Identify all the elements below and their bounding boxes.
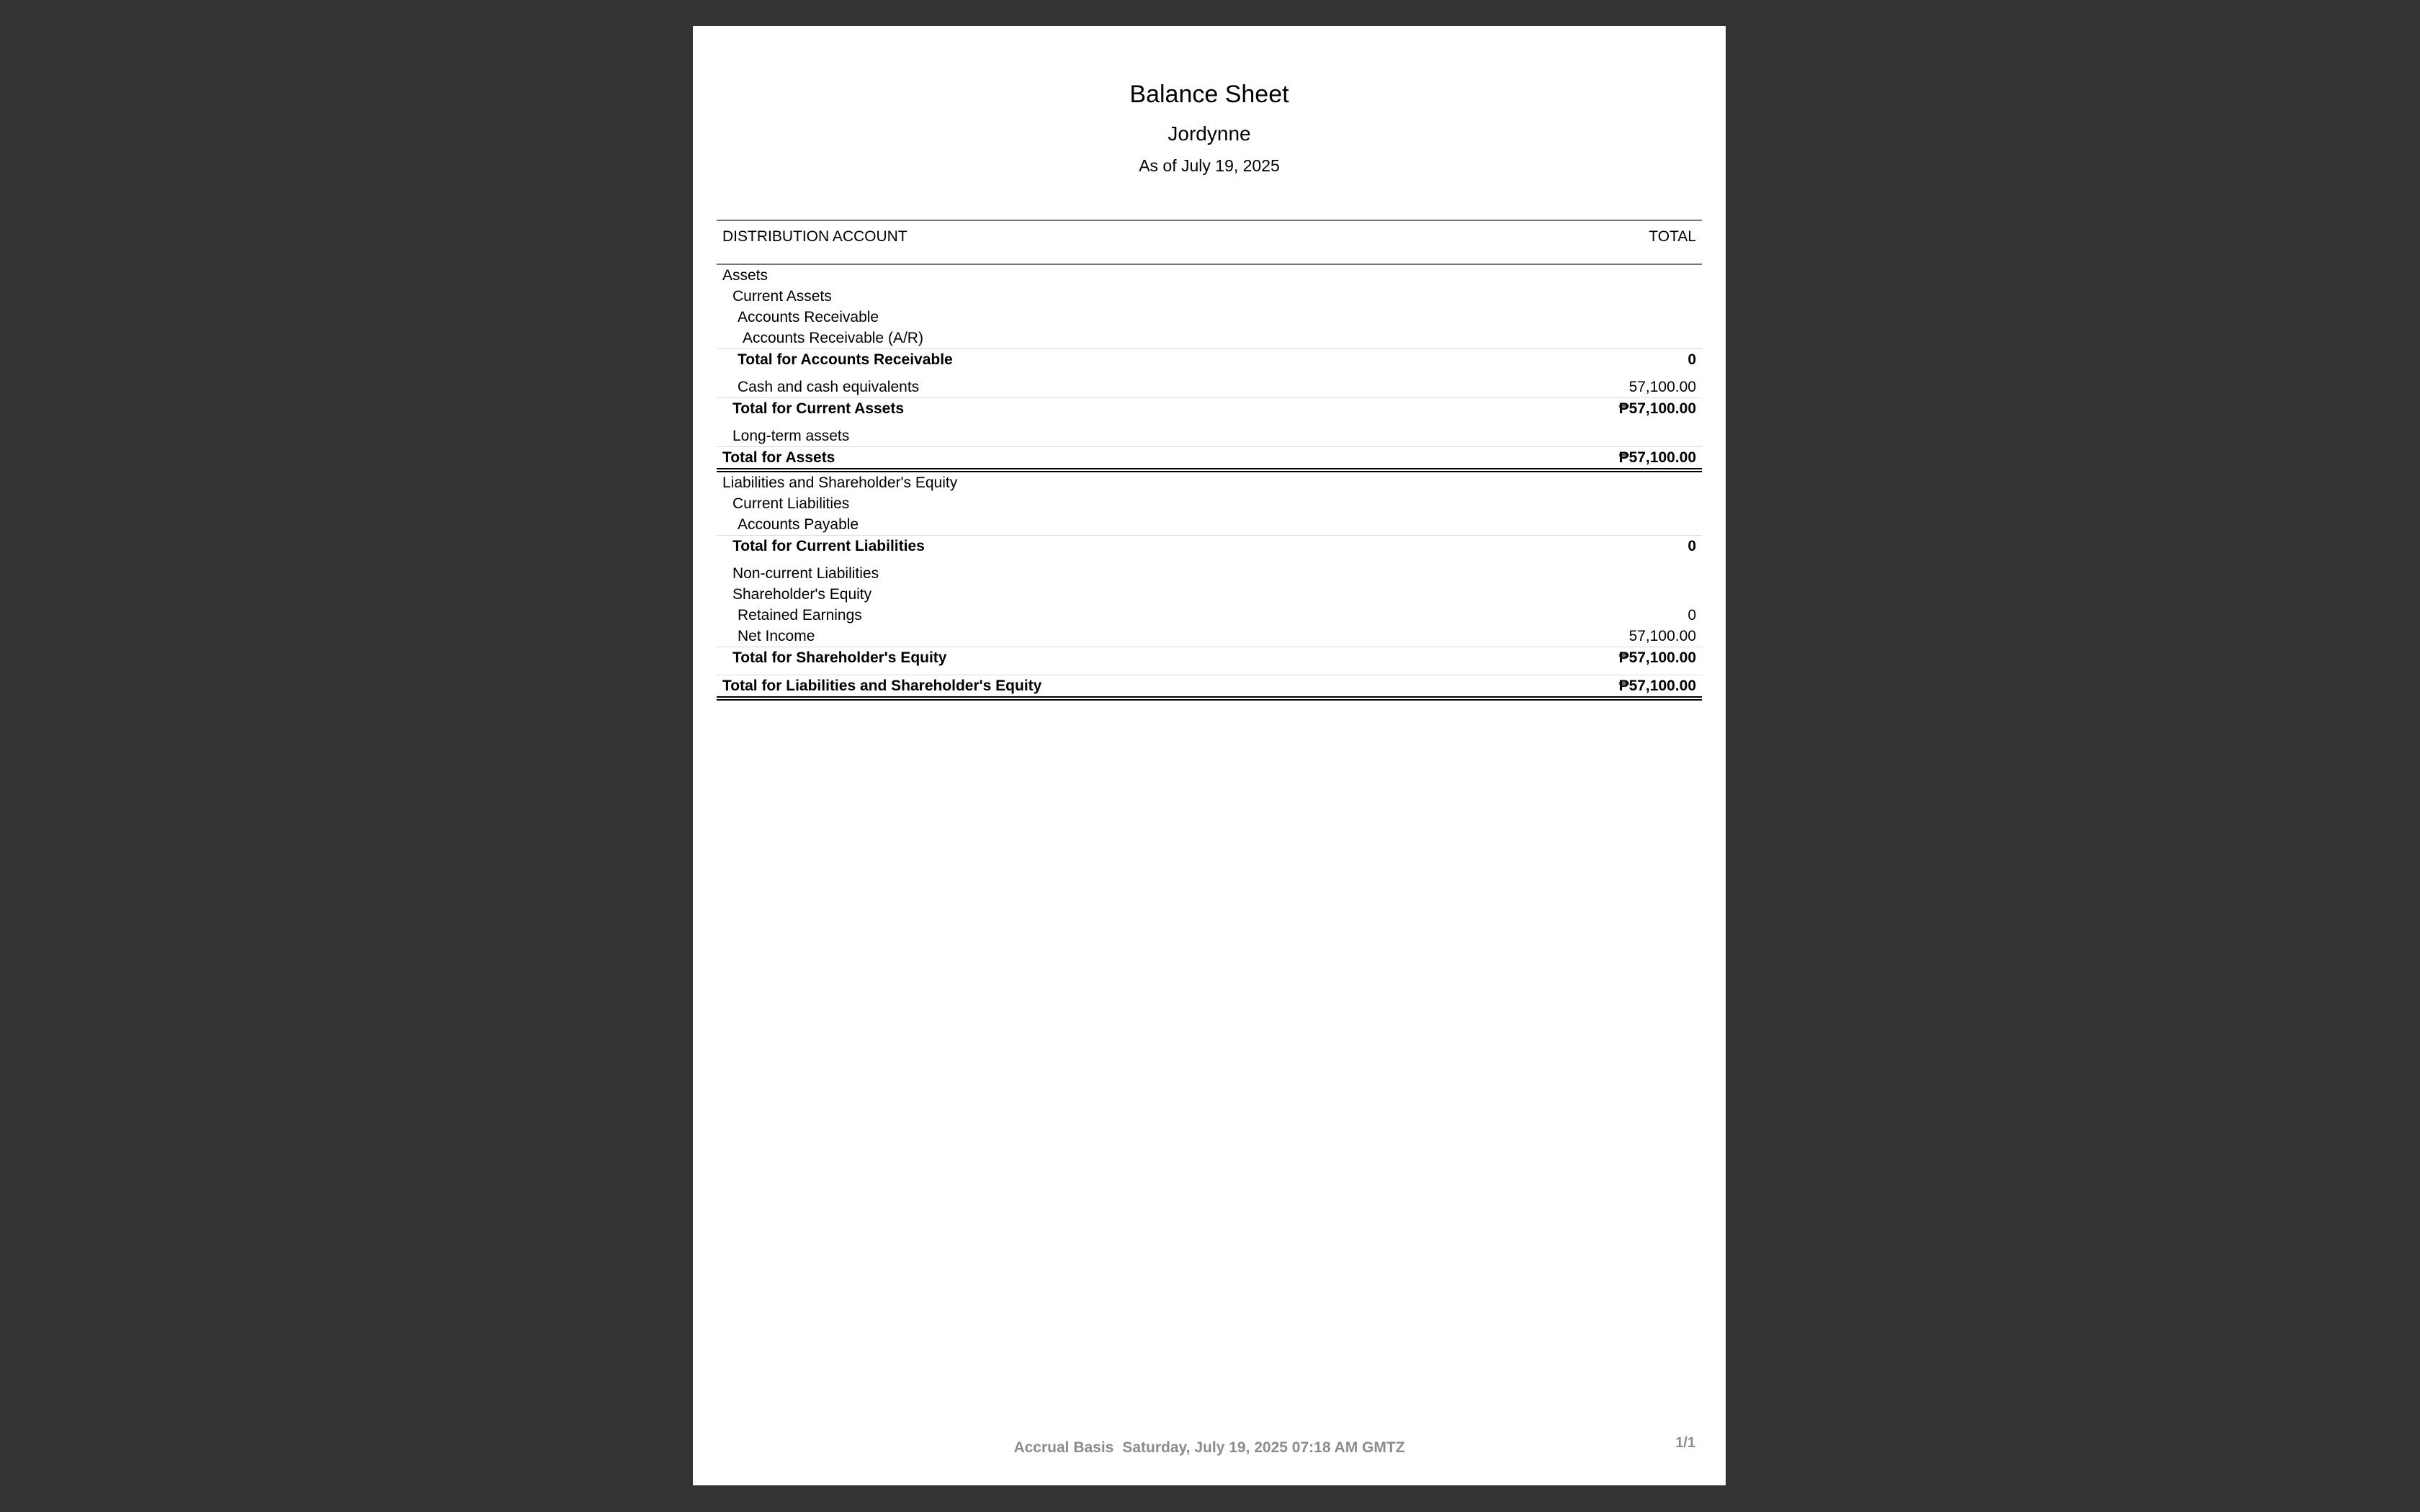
row-label: Current Assets [732, 288, 832, 305]
row-label: Long-term assets [732, 428, 850, 444]
row-amount: 57,100.00 [1628, 628, 1696, 644]
row-retained-earnings [717, 605, 1702, 626]
row-label: Accounts Receivable (A/R) [743, 330, 923, 346]
company-name: Jordynne [1168, 122, 1251, 145]
balance-sheet-table [717, 220, 1702, 701]
row-amount: 0 [1688, 538, 1696, 554]
row-label: Current Liabilities [732, 495, 850, 512]
row-label: Total for Accounts Receivable [738, 351, 953, 368]
row-noncurrent-liabilities [717, 563, 1702, 584]
accounting-basis: Accrual Basis [1013, 1439, 1114, 1456]
report-date: As of July 19, 2025 [1139, 156, 1280, 175]
row-label: Assets [722, 267, 768, 284]
report-title: Balance Sheet [1129, 81, 1289, 108]
row-ar-account [717, 328, 1702, 348]
report-footer [693, 1439, 1726, 1457]
row-long-term-assets [717, 426, 1702, 446]
row-current-liabilities [717, 493, 1702, 514]
row-label: Non-current Liabilities [732, 565, 879, 582]
row-label: Total for Current Liabilities [732, 538, 925, 554]
column-header-account: DISTRIBUTION ACCOUNT [722, 228, 908, 245]
row-total-liabilities-equity [717, 675, 1702, 701]
row-amount: ₱57,100.00 [1618, 400, 1696, 417]
row-label: Total for Assets [722, 449, 835, 466]
row-label: Total for Liabilities and Shareholder's Equity [722, 678, 1042, 694]
section-liabilities-equity [717, 472, 1702, 493]
row-label: Total for Current Assets [732, 400, 905, 417]
row-amount: 57,100.00 [1628, 379, 1696, 395]
row-amount: ₱57,100.00 [1618, 678, 1696, 694]
report-page [693, 26, 1726, 1485]
row-current-assets [717, 286, 1702, 307]
row-total-shareholders-equity [717, 647, 1702, 668]
row-total-accounts-receivable [717, 348, 1702, 370]
page-number: 1/1 [1675, 1435, 1695, 1451]
section-assets [717, 265, 1702, 286]
row-amount: ₱57,100.00 [1618, 649, 1696, 666]
row-label: Accounts Payable [738, 516, 859, 533]
row-shareholders-equity [717, 584, 1702, 605]
row-accounts-receivable [717, 307, 1702, 328]
row-total-current-assets [717, 397, 1702, 419]
row-amount: 0 [1688, 351, 1696, 368]
row-label: Net Income [738, 628, 815, 644]
row-amount: ₱57,100.00 [1618, 449, 1696, 466]
row-net-income [717, 626, 1702, 647]
row-label: Liabilities and Shareholder's Equity [722, 474, 958, 491]
row-total-assets [717, 446, 1702, 472]
row-label: Cash and cash equivalents [738, 379, 920, 395]
column-header-total: TOTAL [1649, 228, 1696, 245]
generated-timestamp: Saturday, July 19, 2025 07:18 AM GMTZ [1122, 1439, 1405, 1456]
row-label: Accounts Receivable [738, 309, 879, 325]
table-header [717, 220, 1702, 265]
row-label: Total for Shareholder's Equity [732, 649, 947, 666]
row-label: Retained Earnings [738, 607, 862, 624]
row-cash [717, 377, 1702, 397]
row-accounts-payable [717, 514, 1702, 535]
row-amount: 0 [1688, 607, 1696, 624]
row-label: Shareholder's Equity [732, 586, 872, 603]
row-total-current-liabilities [717, 535, 1702, 557]
